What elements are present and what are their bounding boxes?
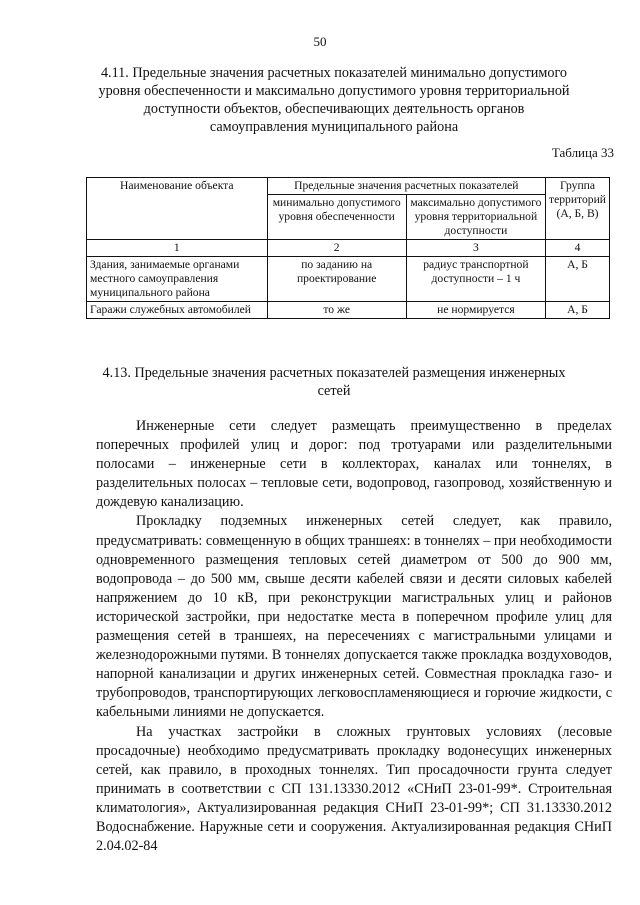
row-max-value: не нормируется	[406, 302, 545, 319]
column-number: 4	[546, 240, 610, 257]
header-max-level: максимально допустимого уровня территориальной доступности	[406, 195, 545, 240]
row-object-name: Здания, занимаемые органами местного самоуправления муниципального района	[87, 257, 268, 302]
row-min-value: то же	[267, 302, 406, 319]
header-object-name: Наименование объекта	[87, 178, 268, 240]
row-max-value: радиус транспортной доступности – 1 ч	[406, 257, 545, 302]
column-number: 3	[406, 240, 545, 257]
header-min-level: минимально допустимого уровня обеспеченности	[267, 195, 406, 240]
row-object-name: Гаражи служебных автомобилей	[87, 302, 268, 319]
table-caption: Таблица 33	[551, 145, 614, 160]
row-group: А, Б	[546, 257, 610, 302]
row-min-value: по заданию на проектирование	[267, 257, 406, 302]
paragraph: Прокладку подземных инженерных сетей следует, как правило, предусматривать: совмещенную в общих траншеях: в тоннелях – при необходимости одновременного размещения тепловых сетей диаметром от 500 до 900 мм, водопровода – до 500 мм, свыше десяти кабелей связи и десяти силовых кабелей напряжением до 10 кВ, при реконструкции магистральных улиц и районов исторической застройки, при недостатке места в поперечном профиле улиц для размещения сетей в траншеях, на пересечениях с магистральными улицами и железнодорожными путями. В тоннелях допускается также прокладка воздуховодов, напорной канализации и других инженерных сетей. Совместная прокладка газо- и трубопроводов, транспортирующих легковоспламеняющиеся и горючие жидкости, с кабельными линиями не допускается.	[96, 513, 612, 721]
paragraph: Инженерные сети следует размещать преимущественно в пределах поперечных профилей улиц и дорог: под тротуарами или разделительными полосами – инженерные сети в коллекторах, каналах или тоннелях, в разделительных полосах – тепловые сети, водопровод, газопровод, хозяйственную и дождевую канализацию.	[96, 418, 612, 511]
row-group: А, Б	[546, 302, 610, 319]
header-group: Группа территорий (А, Б, В)	[546, 178, 610, 240]
section-heading-4-11: 4.11. Предельные значения расчетных показателей минимально допустимого уровня обеспеченности и максимально допустимого уровня территориальной доступности объектов, обеспечивающих деятельность органов самоуправления муниципального района	[98, 65, 570, 135]
column-number: 2	[267, 240, 406, 257]
table-row	[87, 302, 610, 319]
table-33	[86, 177, 610, 319]
column-number: 1	[87, 240, 268, 257]
body-text	[96, 417, 612, 856]
section-heading-4-13: 4.13. Предельные значения расчетных показателей размещения инженерных сетей	[102, 365, 566, 399]
header-limits: Предельные значения расчетных показателей	[267, 178, 545, 195]
page-number: 50	[313, 34, 327, 49]
table-row	[87, 257, 610, 302]
paragraph: На участках застройки в сложных грунтовых условиях (лесовые просадочные) необходимо предусматривать прокладку водонесущих инженерных сетей, как правило, в проходных тоннелях. Тип просадочности грунта следует принимать в соответствии с СП 131.13330.2012 «СНиП 23-01-99*. Строительная климатология», Актуализированная редакция СНиП 23-01-99*; СП 31.13330.2012 Водоснабжение. Наружные сети и сооружения. Актуализированная редакция СНиП 2.04.02-84	[96, 723, 612, 855]
